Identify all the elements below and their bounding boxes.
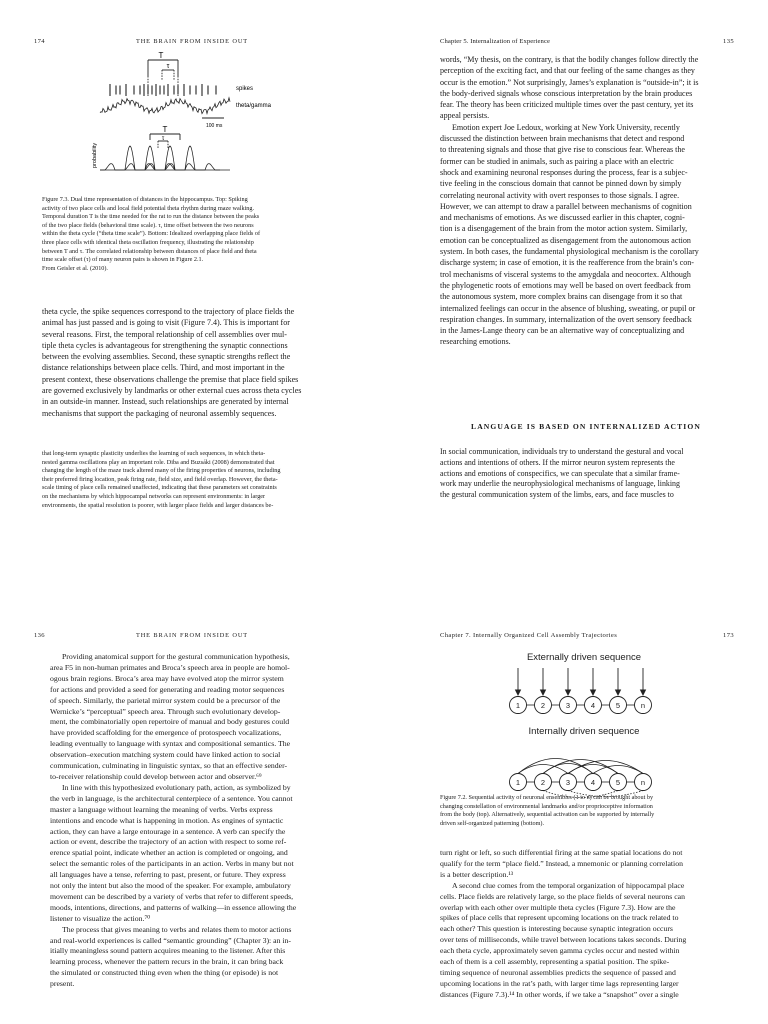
node-label: 4: [590, 778, 596, 787]
footnote: that long-term synaptic plasticity underlies the learning of such sequences, in which theta- nested gamma oscillations play an important role. Diba and Buzsáki (2008) demonstrated that changing the length of the maze track altered many of the firing properties of neurons, including their preferred firing location, peak firing rate, field size, and field overlap. However, the theta- scale timing of place cells remained unaffected, indicating that these parameters set constraints on the mechanisms by which hippocampal networks can represent environments: in larger environments, the spatial resolution is poorer, with larger place fields and larger distances be-: [42, 450, 281, 509]
section-heading: LANGUAGE IS BASED ON INTERNALIZED ACTION: [471, 422, 701, 431]
body-text-2: In social communication, individuals try to understand the gestural and vocal actions and intentions of others. If the mirror neuron system represents the actions and emotions of conspecifics, we can speculate that a similar frame- work may underlie the neurophysiological mechanisms of language, linking the gestural communication system of the limbs, ears, and face muscles to: [440, 447, 684, 500]
figure-caption: Figure 7.3. Dual time representation of distances in the hippocampus. Top: Spiking activity of two place cells and local field potential theta rhythm during maze walking. Temporal duration T is the time needed for the rat to run the distance between the peaks of the two place fields (behavioral time scale). τ, time offset between the two neurons within the theta cycle (“theta time scale”). Bottom: Idealized overlapping place fields of three place cells with identical theta oscillation frequency, illustrating the relationship between T and τ. The correlated relationship between distances of place field and theta time scale offset (τ) of many neuron pairs is shown in Figure 2.1. From Geisler et al. (2010).: [42, 196, 261, 272]
arrow-head: [641, 690, 646, 695]
node-label: n: [640, 701, 646, 710]
arrow-head: [616, 690, 621, 695]
figure-caption: Figure 7.2. Sequential activity of neuronal ensembles (1 to n) can be brought about by changing constellation of environmental landmarks and/or proprioceptive information from the body (top). Alternatively, sequential activation can be supported by internally driven self-organized patterning (bottom).: [440, 794, 655, 827]
arrow-head: [566, 690, 571, 695]
running-header: [34, 38, 342, 48]
label-tau-bottom: τ: [161, 136, 165, 142]
recurrent-arc: [593, 766, 643, 774]
node-label: 5: [615, 701, 621, 710]
figure-title-external: Externally driven sequence: [526, 652, 642, 663]
page-136: [0, 512, 384, 1024]
node-label: 2: [540, 778, 546, 787]
node-label: 3: [565, 778, 571, 787]
running-header: [34, 632, 342, 642]
running-header: [426, 38, 734, 48]
label-theta-gamma: theta/gamma: [236, 103, 272, 109]
page-174: [0, 0, 384, 512]
page-number: 174: [34, 38, 45, 45]
node-label: 5: [615, 778, 621, 787]
label-T: T: [158, 52, 164, 60]
running-header: [426, 632, 734, 642]
node-label: 1: [515, 778, 521, 787]
node-label: 3: [565, 701, 571, 710]
page-135: [384, 0, 768, 512]
running-head: THE BRAIN FROM INSIDE OUT: [135, 632, 249, 639]
body-text: turn right or left, so such differential firing at the same spatial locations do not qualify for the term “place field.” Instead, a mnemonic or planning correlation is a better description.¹³ A second clue comes from the temporal organization of hippocampal place cells. Place fields are relatively large, so the place fields of several neurons can overlap with each other over multiple theta cycles (Figure 7.3). How are the spikes of place cells that represent upcoming locations on the track related to each other? This question is interesting because synaptic integration occurs over tens of milliseconds, while travel between locations takes seconds. During each theta cycle, approximately seven gamma cycles occur and nested within each of them is a cell assembly, representing a spatial position. The spike- timing sequence of neuronal assemblies predicts the sequence of passed and upcoming locations in the rat’s path, with larger time lags representing larger distances (Figure 7.3).¹⁴ In other words, if we take a “snapshot” over a single: [440, 848, 687, 999]
arrow-head: [541, 690, 546, 695]
arrow-head: [591, 690, 596, 695]
label-spikes: spikes: [236, 86, 254, 92]
figure-7-2: [504, 648, 764, 798]
label-tau: τ: [166, 63, 170, 70]
page-number: 173: [723, 632, 734, 639]
page-number: 136: [34, 632, 45, 639]
body-text: words, “My thesis, on the contrary, is that the bodily changes follow directly the perception of the exciting fact, and that our feeling of the same changes as they occur is the emotion.” Not surprisingly, James’s explanation is “outside-in”; it is the body-derived signals whose conscious interpretation by the brain produces fear. The theory has been criticized multiple times over the past century, yet its appeal persists. Emotion expert Joe Ledoux, working at New York University, recently discussed the distinction between brain mechanisms that detect and respond to threatening signals and those that give rise to conscious fear. Whereas the former can be studied in animals, such as pairing a place with an electric shock and examining neuronal responses during the process, fear is a subjec- tive feeling in the conscious domain that cannot be pinned down by simply correlating neuronal activity with overt responses to those signals. I agree. However, we can attempt to draw a parallel between mechanisms of cognition and mechanisms of emotions. As we discussed earlier in this chapter, cogni- tion is a disengagement of the brain from the motor action system. Similarly, emotion can be conceptualized as disengagement from the autonomous action system. In both cases, the fundamental physiological mechanism is the corollary discharge system; in case of emotion, it is the reafference from the brain’s con- trol mechanisms of visceral systems to the amygdala and neocortex. Although the phylogenetic roots of emotions may well be based on overt feedback from the autonomous system, more complex brains can disengage from it so that internalized feelings can occur in the absence of blushing, sweating, or pupil or respiration changes. In summary, internalization of the overt sensory feedback in the James-Lange theory can be an alternative way of conceptualizing and researching emotions.: [440, 55, 699, 347]
ylabel-probability: probability: [92, 142, 98, 168]
page-173: [384, 512, 768, 1024]
running-head: Chapter 7. Internally Organized Cell Assembly Trajectories: [440, 632, 618, 639]
node-label: 1: [515, 701, 521, 710]
figure-title-internal: Internally driven sequence: [528, 726, 640, 737]
node-label: 4: [590, 701, 596, 710]
page-number: 135: [723, 38, 734, 45]
running-head: Chapter 5. Internalization of Experience: [440, 38, 551, 45]
running-head: THE BRAIN FROM INSIDE OUT: [135, 38, 249, 45]
scale-bar-label: 100 ms: [206, 123, 223, 129]
body-text: Providing anatomical support for the gestural communication hypothesis, area F5 in non-human primates and Broca’s speech area in people are homol- ogous brain regions. Broca’s area may have evolved atop the mirror system for actions and provided a seed for generating and reading motor sequences of speech. Similarly, the parietal mirror system could be a precursor of the Wernicke’s “perceptual” speech area. Through such evolutionary develop- ment, the combinatorially open repertoire of manual and body gestures could have provided scaffolding for the emergence of protospeech vocalizations, leading eventually to language with syntax and compositional semantics. The observation–execution matching system could have linked action to social communication, culminating in linguistic syntax, so that an effective sender- to-receiver relationship could develop between actor and observer.⁶⁹ In line with this hypothesized evolutionary path, action, as symbolized by the verb in language, is the architectural centerpiece of a sentence. You cannot master a language without learning the meaning of verbs. Verbs express intentions and encode what is happening in motion. As engines of syntactic action, they can have a large entourage in a sentence. A verb can specify the action or event, describe the trajectory of an action with respect to some ref- erence spatial point, indicate whether an action is completed or ongoing, and select the semantic roles of the participants in an action. Verbs in many but not all languages have a tense, referring to past, present, or future. They express not only the intent but also the mood of the speaker. For example, ambulatory movement can be described by a variety of verbs that refer to different speeds, moods, intentions, directions, and patterns of walking—in essence allowing the listener to visualize the action.⁷⁰ The process that gives meaning to verbs and relates them to motor actions and real-world experiences is called “semantic grounding” (Chapter 3): an in- itially meaningless sound pattern acquires meaning to the listener. After this learning process, whenever the pattern recurs in the brain, it can bring back the simulated or constructed thing even when the thing (or episode) is not present.: [50, 652, 297, 989]
body-text: theta cycle, the spike sequences correspond to the trajectory of place fields the animal has just passed and is going to visit (Figure 7.4). This is important for several reasons. First, the temporal relationship of cell assemblies over mul- tiple theta cycles is advantageous for strengthening the synaptic connections between the evolving assemblies. Second, these synaptic strengths reflect the distance relationships between place cells. Third, and most important in the present context, these observations challenge the premise that place field spikes are governed exclusively by landmarks or other external cues across theta cycles in an outside-in manner. Instead, such relationships are generated by internal mechanisms that support the packaging of neuronal assembly sequences.: [42, 307, 302, 418]
figure-7-3: [90, 52, 320, 172]
arrow-head: [516, 690, 521, 695]
label-T-bottom: T: [162, 125, 168, 134]
recurrent-arc: [518, 765, 568, 774]
node-label: 2: [540, 701, 546, 710]
node-label: n: [640, 778, 646, 787]
